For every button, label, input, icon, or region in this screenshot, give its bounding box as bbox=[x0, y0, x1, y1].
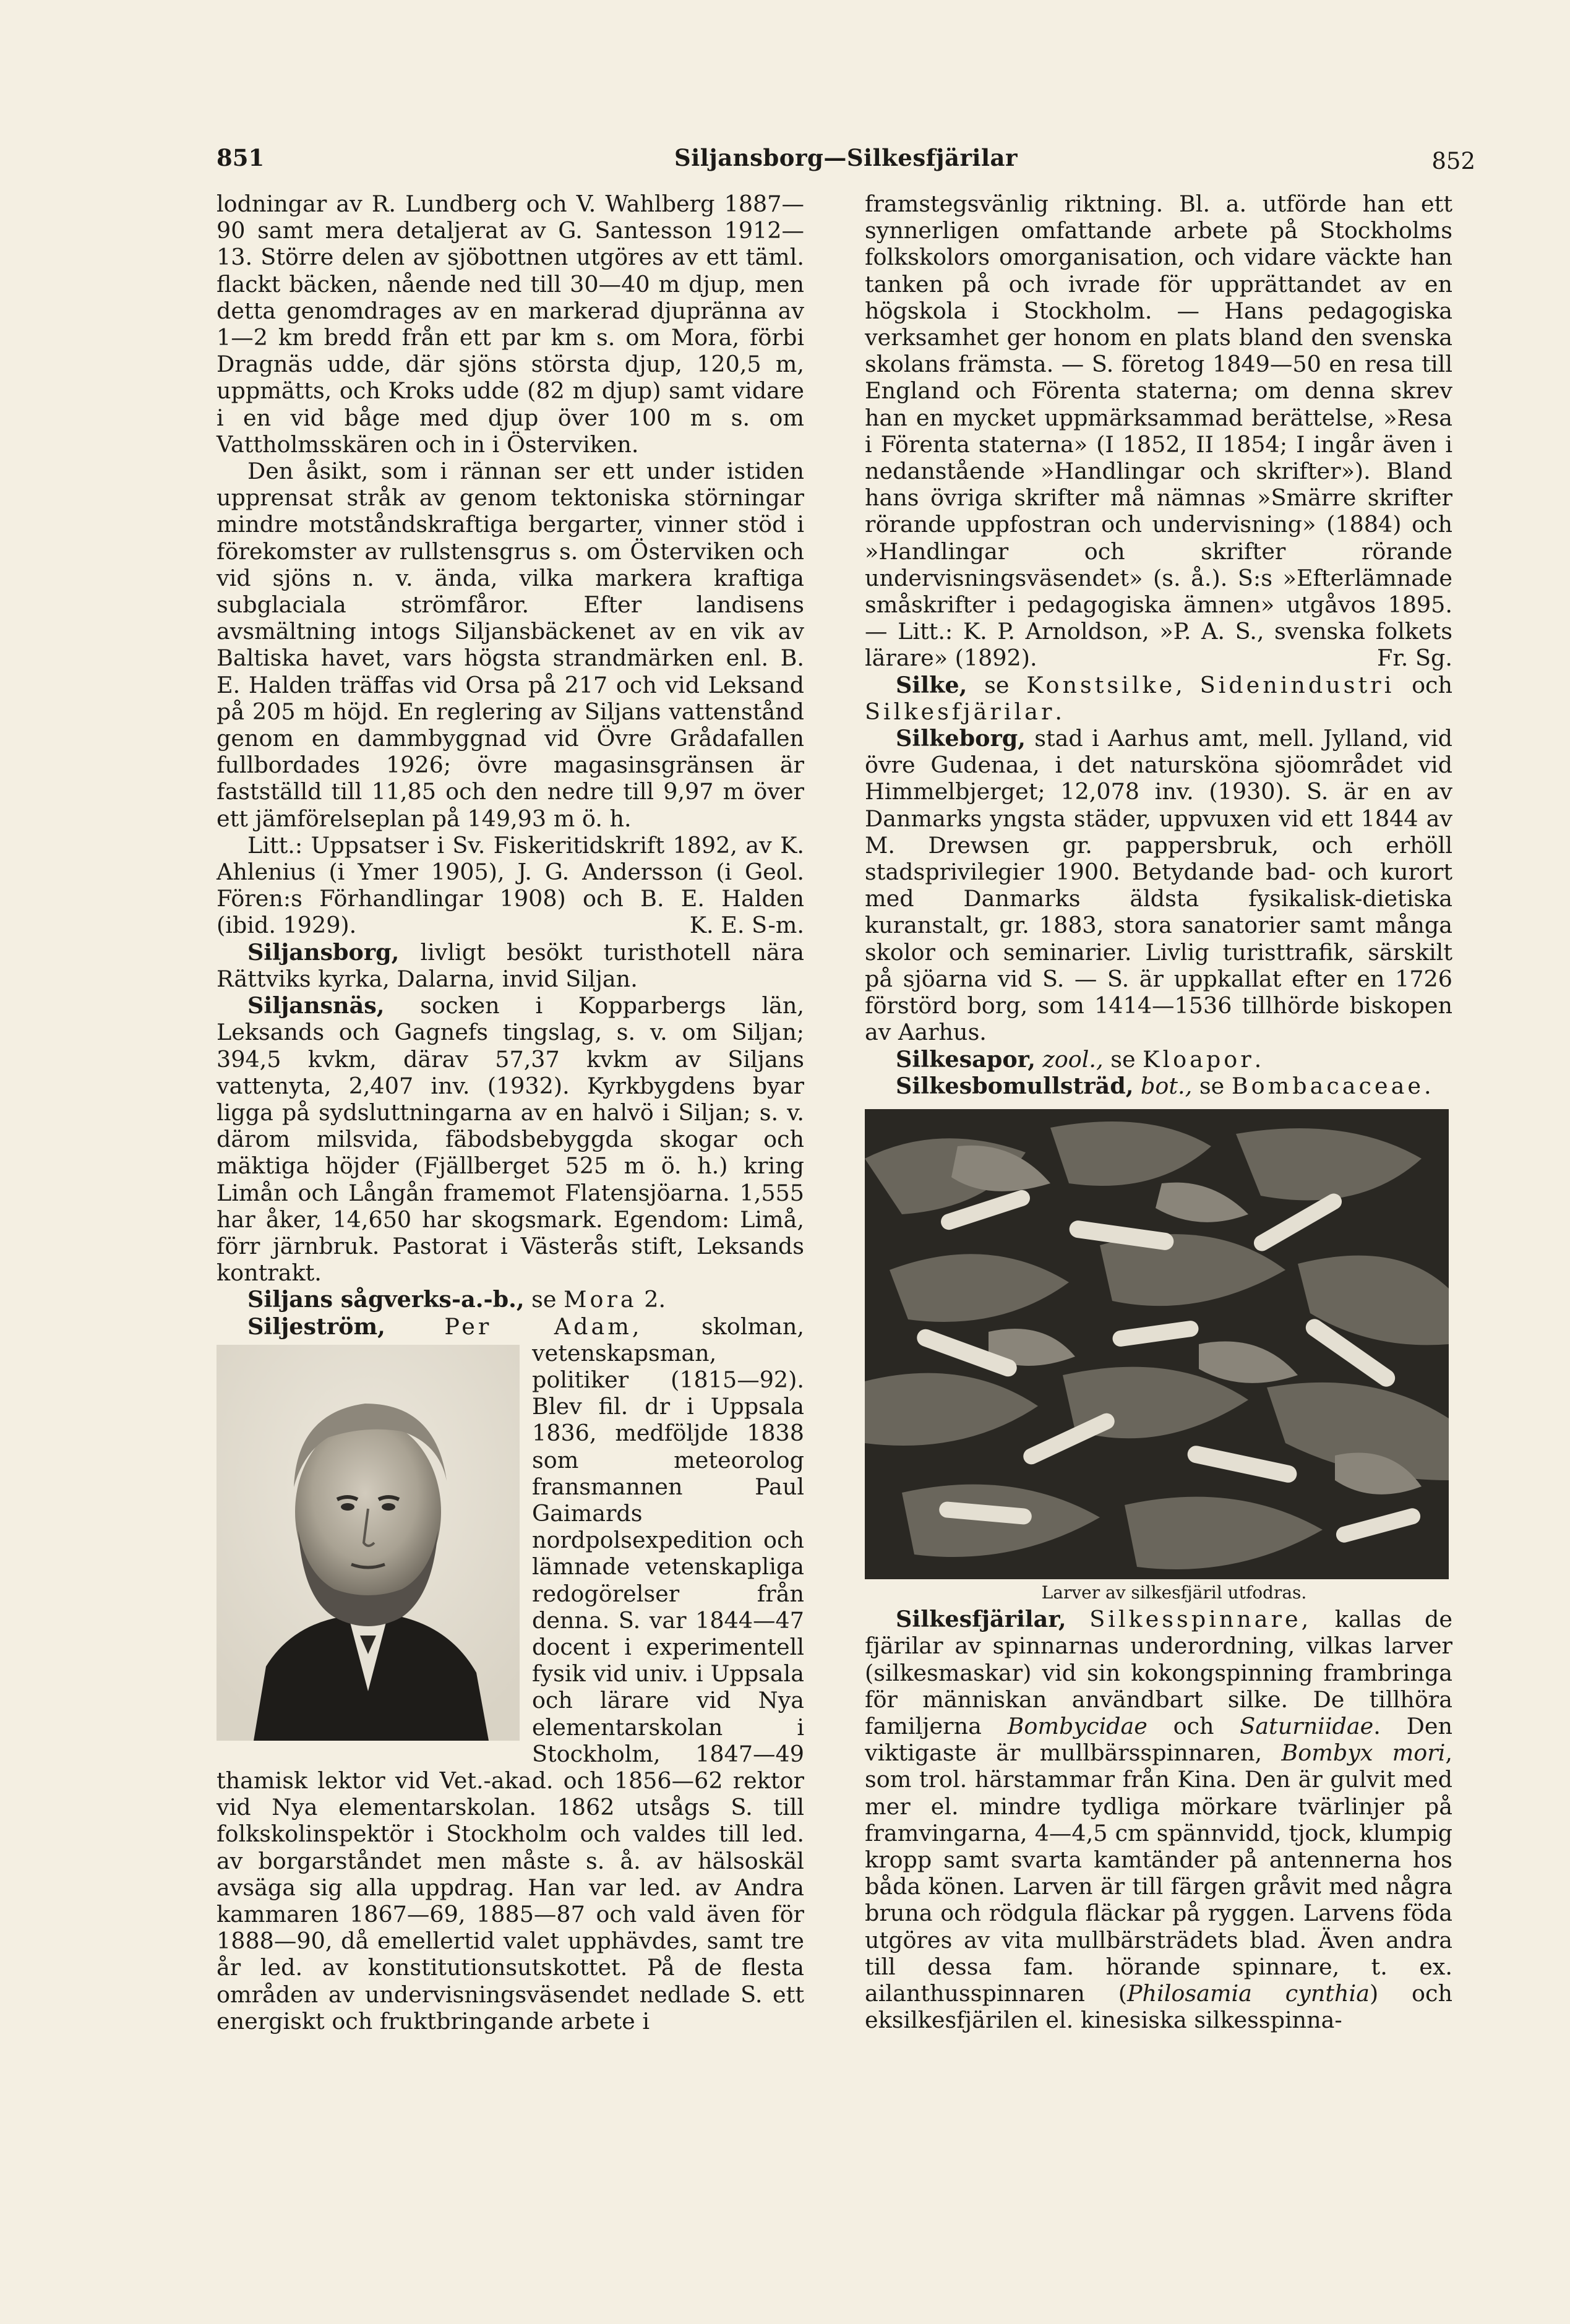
headword: Siljeström, bbox=[247, 1313, 385, 1340]
entry-silkesfjarilar bbox=[865, 1606, 1452, 2033]
author-signature: Fr. Sg. bbox=[1377, 645, 1452, 672]
entry-siljansnas bbox=[217, 992, 804, 1286]
taxon-name: Saturniidae bbox=[1240, 1712, 1374, 1739]
entry-silkesapor bbox=[865, 1046, 1452, 1073]
cross-reference: Konstsilke bbox=[1026, 671, 1176, 698]
entry-text: stad i Aarhus amt, mell. Jylland, vid övre Gudenaa, i det natursköna sjöområdet vid Himmelbjerget; 12,078 inv. (1930). S. är en av Danmarks yngsta städer, uppvuxen vid ett 1844 av M. Drewsen gr. pappersbruk, och erhöll stadsprivilegier 1900. Betydande bad- och kurort med Danmarks äldsta fysikalisk-dietiska kuranstalt, gr. 1883, stora sanatorier samt många skolor och seminarier. Livlig turisttrafik, särskilt på sjöarna vid S. — S. är uppkallat efter en 1726 förstörd borg, som 1414—1536 tillhörde biskopen av Aarhus. bbox=[865, 725, 1452, 1046]
page-number-right: 852 bbox=[1431, 148, 1475, 174]
entry-text: framstegsvänlig riktning. Bl. a. utförde han ett synnerligen omfattande arbete på Stockholms folkskolors omorganisation, och vidare väckte han tanken på och ivrade för upprättandet av en högskola i Stockholm. — Hans pedagogiska verksamhet ger honom en plats bland den svenska skolans främsta. — S. företog 1849—50 en resa till England och Förenta staterna; om denna skrev han en mycket uppmärksammad berättelse, »Resa i Förenta staterna» (I 1852, II 1854; I ingår även i nedanstående »Handlingar och skrifter»). Bland hans övriga skrifter må nämnas »Smärre skrifter rörande uppfostran och undervisning» (1884) och »Handlingar och skrifter rörande undervisningsväsendet» (s. å.). S:s »Efterlämnade småskrifter i pedagogiska ämnen» utgåvos 1895. — Litt.: K. P. Arnoldson, »P. A. S., svenska folkets lärare» (1892). bbox=[865, 191, 1452, 672]
entry-text: . bbox=[1423, 1072, 1431, 1099]
headword: Siljansborg, bbox=[247, 938, 400, 966]
cross-reference: Bombacaceae bbox=[1231, 1072, 1424, 1099]
right-column bbox=[865, 191, 1452, 2033]
literature-text: Litt.: Uppsatser i Sv. Fiskeritidskrift 1892, av K. Ahlenius (i Ymer 1905), J. G. Andersson (i Geol. Fören:s Förhandlingar 1908) och B. E. Halden (ibid. 1929). bbox=[217, 831, 804, 939]
headword: Silke, bbox=[896, 671, 967, 698]
field-abbreviation: zool., bbox=[1035, 1045, 1104, 1073]
entry-siljans-sagverk bbox=[217, 1286, 804, 1313]
portrait-image bbox=[217, 1345, 520, 1741]
person-name: Per Adam, bbox=[444, 1313, 643, 1340]
headword: Siljans sågverks-a.-b., bbox=[247, 1286, 525, 1313]
page-header bbox=[217, 139, 1475, 176]
entry-silkeborg bbox=[865, 725, 1452, 1045]
entry-silkesbomullstrad bbox=[865, 1073, 1452, 1099]
entry-text: och bbox=[1394, 671, 1452, 698]
page-number-left: 851 bbox=[217, 144, 265, 171]
cross-reference: Mora bbox=[564, 1286, 637, 1313]
taxon-name: Bombycidae bbox=[1007, 1712, 1147, 1739]
cross-reference: Sidenindustri bbox=[1199, 671, 1395, 698]
headword: Siljansnäs, bbox=[247, 992, 385, 1019]
paragraph-siljestrom-continued bbox=[865, 191, 1452, 672]
entry-siljansborg bbox=[217, 939, 804, 992]
paragraph-siljan-geology: Den åsikt, som i rännan ser ett under istiden upprensat stråk av genom tektoniska störningar mindre motståndskraftiga bergarter, vinner stöd i förekomster av rullstensgrus s. om Österviken och vid sjöns n. v. ända, vilka markera kraftiga subglaciala strömfåror. Efter landisens avsmältning intogs Siljansbäckenet av en vik av Baltiska havet, vars högsta strandmärken enl. B. E. Halden träffas vid Orsa på 217 och vid Leksand på 205 m höjd. En reglering av Siljans vattenstånd genom en dammbyggnad vid Övre Grådafallen fullbordades 1926; övre magasinsgränsen är fastställd till 11,85 och den nedre till 9,97 m över ett jämförelseplan på 149,93 m ö. h. bbox=[217, 458, 804, 832]
entry-text: se bbox=[1103, 1045, 1143, 1073]
entry-text: ) och eksilkesfjärilen el. kinesiska silkesspinna- bbox=[865, 1979, 1452, 2034]
synonym: Silkesspinnare, bbox=[1089, 1606, 1312, 1633]
headword: Silkesfjärilar, bbox=[896, 1606, 1066, 1633]
entry-text: skolman, vetenskapsman, politiker (1815—92). Blev fil. dr i Uppsala 1836, medföljde 1838 som meteorolog fransmannen Paul Gaimards nordpolsexpedition och lämnade vetenskapliga redogörelser från denna. S. var 1844—47 docent i experimentell fysik vid univ. i Uppsala och lärare vid Nya elementarskolan i Stockholm, 1847—49 thamisk lektor vid Vet.-akad. och 1856—62 rektor vid Nya elementarskolan. 1862 utsågs S. till folkskolinspektör i Stockholm och valdes till led. av borgarståndet men måste s. å. av hälsoskäl avsäga sig alla uppdrag. Han var led. av Andra kammaren 1867—69, 1885—87 och vald även för 1888—90, då emellertid valet upphävdes, samt tre år led. av konstitutionsutskottet. På de flesta områden av undervisningsväsendet nedlade S. ett energiskt och fruktbringande arbete i bbox=[217, 1313, 804, 2035]
taxon-name: Bombyx mori bbox=[1281, 1739, 1446, 1767]
paragraph-siljan-literature bbox=[217, 832, 804, 939]
photo-caption: Larver av silkesfjäril utfodras. bbox=[1041, 1582, 1307, 1603]
cross-reference: Silkesfjärilar bbox=[865, 698, 1055, 725]
entry-text: . bbox=[1254, 1045, 1262, 1073]
running-title: Siljansborg—Silkesfjärilar bbox=[674, 144, 1018, 171]
entry-text: , bbox=[1175, 671, 1200, 698]
entry-text: . bbox=[1055, 698, 1063, 725]
entry-text: kallas de fjärilar av spinnarnas underordning, vilkas larver (silkesmaskar) vid sin kokongspinning frambringa för människan användbart silke. De tillhöra familjerna bbox=[865, 1606, 1453, 1739]
entry-text: , som trol. härstammar från Kina. Den är gulvit med mer el. mindre tydliga mörkare tvärlinjer på framvingarna, 4—4,5 cm spännvidd, tjock, klumpig kropp samt svarta kamtänder på antennerna hos båda könen. Larven är till färgen gråvit med några bruna och rödgula fläckar på ryggen. Larvens föda utgöres av vita mullbärsträdets blad. Även andra till dessa fam. hörande spinnare, t. ex. ailanthusspinnaren ( bbox=[865, 1739, 1452, 2007]
entry-text: se bbox=[524, 1286, 564, 1313]
entry-text: se bbox=[1192, 1072, 1232, 1099]
paragraph-siljan-depth: lodningar av R. Lundberg och V. Wahlberg 1887—90 samt mera detaljerat av G. Santesson 1912—13. Större delen av sjöbottnen utgöres av ett täml. flackt bäcken, nående ned till 30—40 m djup, men detta genomdrages av en markerad djupränna av 1—2 km bredd från ett par km s. om Mora, förbi Dragnäs udde, där sjöns största djup, 120,5 m, uppmätts, och Kroks udde (82 m djup) samt vidare i en vid båge med djup över 100 m s. om Vattholmsskären och in i Österviken. bbox=[217, 191, 804, 458]
headword: Silkesapor, bbox=[896, 1045, 1036, 1073]
headword: Silkeborg, bbox=[896, 725, 1026, 752]
author-signature: K. E. S-m. bbox=[689, 912, 804, 939]
entry-text: 2. bbox=[637, 1286, 666, 1313]
silkworm-photo bbox=[865, 1109, 1449, 1579]
entry-text: socken i Kopparbergs län, Leksands och Gagnefs tingslag, s. v. om Siljan; 394,5 kvkm, därav 57,37 kvkm av Siljans vattenyta, 2,407 inv. (1932). Kyrkbygdens byar ligga på sydsluttningarna av en halvö i Siljan; s. v. därom milsvida, fäbodsbebyggda skogar och mäktiga höjder (Fjällberget 525 m ö. h.) kring Limån och Långån framemot Flatensjöarna. 1,555 har åker, 14,650 har skogsmark. Egendom: Limå, förr järnbruk. Pastorat i Västerås stift, Leksands kontrakt. bbox=[217, 992, 804, 1287]
cross-reference: Kloapor bbox=[1143, 1045, 1255, 1073]
left-column bbox=[217, 191, 804, 2035]
entry-text: livligt besökt turisthotell nära Rättviks kyrka, Dalarna, invid Siljan. bbox=[217, 938, 804, 992]
entry-siljestrom bbox=[217, 1313, 804, 2035]
entry-text: . Den viktigaste är mullbärsspinnaren, bbox=[865, 1712, 1452, 1767]
entry-silke bbox=[865, 672, 1452, 725]
field-abbreviation: bot., bbox=[1133, 1072, 1193, 1099]
entry-text: se bbox=[967, 671, 1027, 698]
headword: Silkesbomullsträd, bbox=[896, 1072, 1134, 1099]
entry-text: och bbox=[1147, 1712, 1240, 1739]
taxon-name: Philosamia cynthia bbox=[1127, 1979, 1370, 2007]
